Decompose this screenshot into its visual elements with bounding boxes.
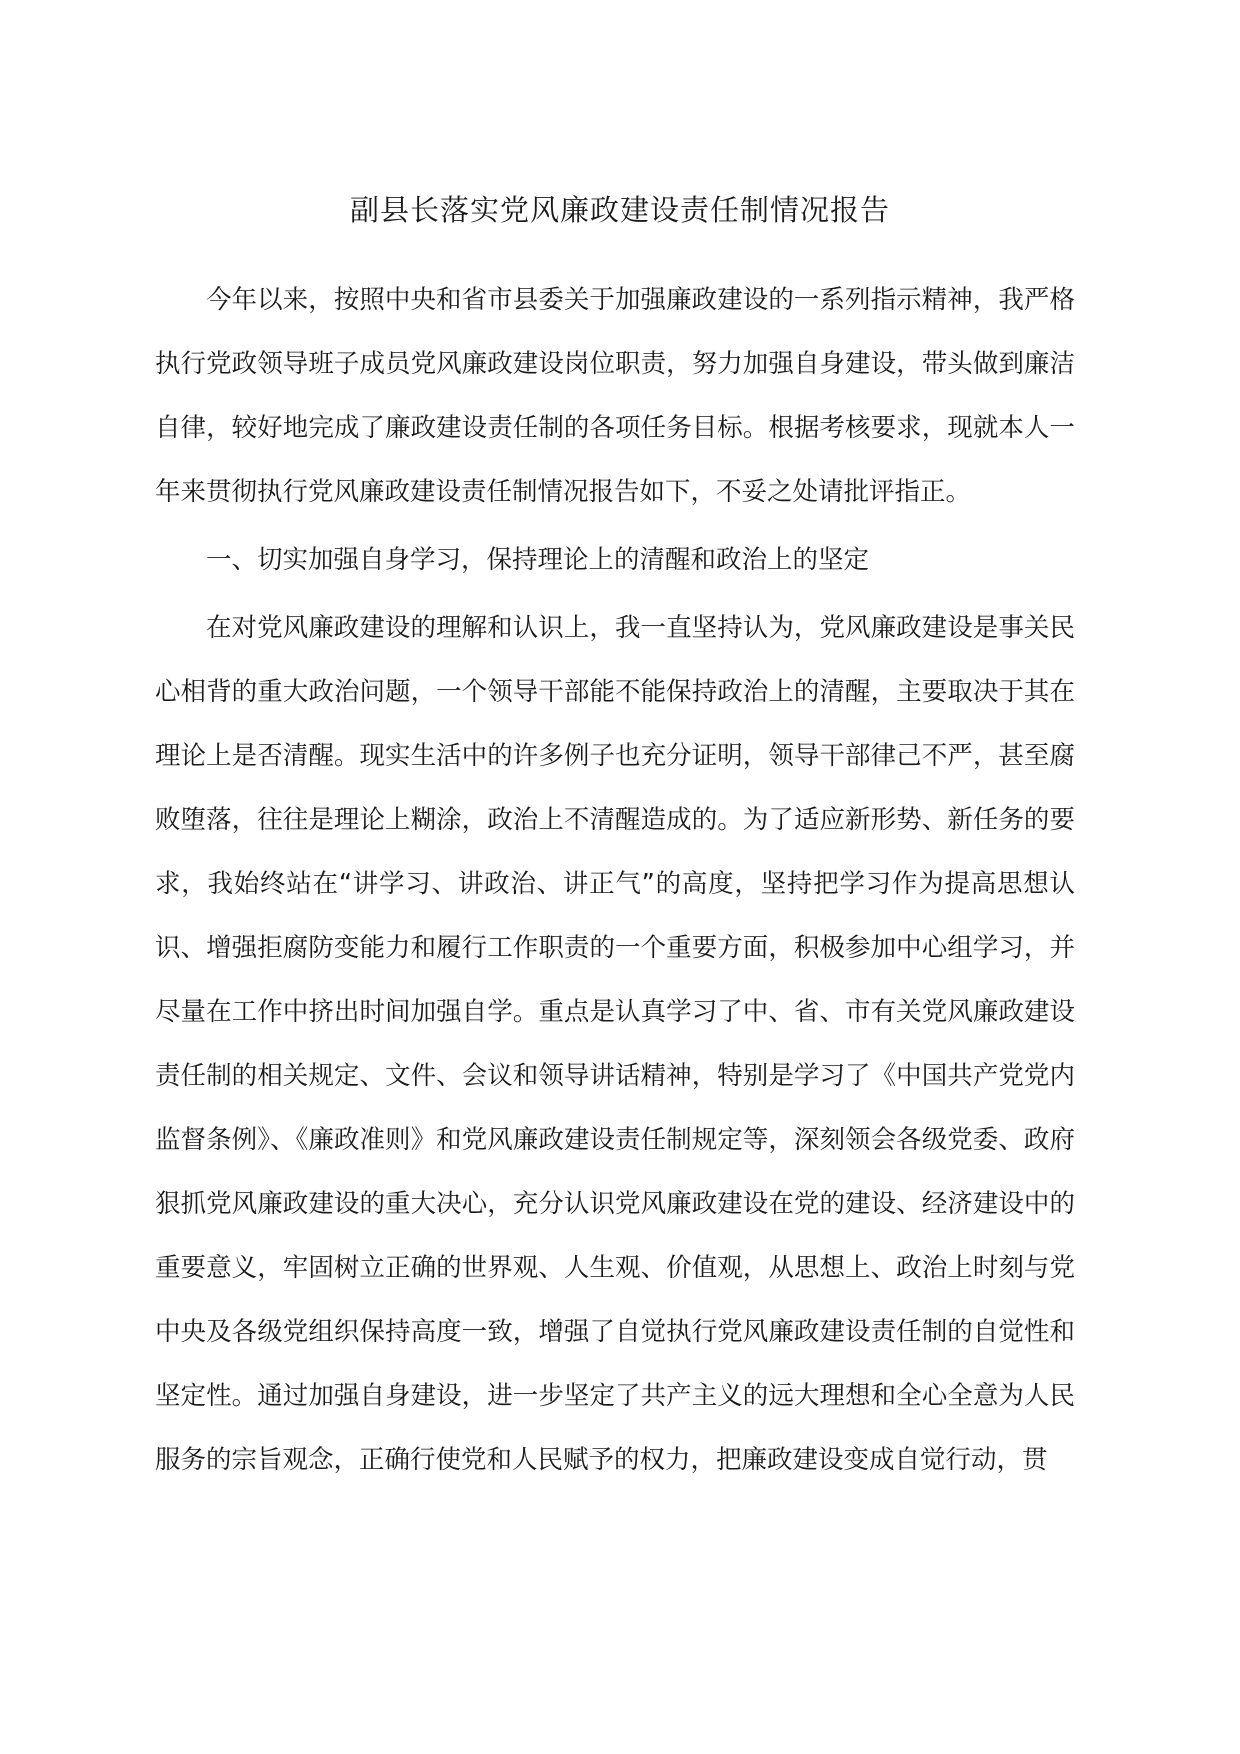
intro-paragraph: 今年以来，按照中央和省市县委关于加强廉政建设的一系列指示精神，我严格执行党政领导班子成员党风廉政建设岗位职责，努力加强自身建设，带头做到廉洁自律，较好地完成了廉政建设责任制的各项任务目标。根据考核要求，现就本人一年来贯彻执行党风廉政建设责任制情况报告如下，不妥之处请批评指正。 xyxy=(155,285,1075,507)
document-body xyxy=(155,268,1075,1492)
section-heading-1: 一、切实加强自身学习，保持理论上的清醒和政治上的坚定 xyxy=(206,545,870,575)
body-paragraph-1: 在对党风廉政建设的理解和认识上，我一直坚持认为，党风廉政建设是事关民心相背的重大政治问题，一个领导干部能不能保持政治上的清醒，主要取决于其在理论上是否清醒。现实生活中的许多例子也充分证明，领导干部律己不严，甚至腐败堕落，往往是理论上糊涂，政治上不清醒造成的。为了适应新形势、新任务的要求，我始终站在“讲学习、讲政治、讲正气”的高度，坚持把学习作为提高思想认识、增强拒腐防变能力和履行工作职责的一个重要方面，积极参加中心组学习，并尽量在工作中挤出时间加强自学。重点是认真学习了中、省、市有关党风廉政建设责任制的相关规定、文件、会议和领导讲话精神，特别是学习了《中国共产党党内监督条例》、《廉政准则》和党风廉政建设责任制规定等，深刻领会各级党委、政府狠抓党风廉政建设的重大决心，充分认识党风廉政建设在党的建设、经济建设中的重要意义，牢固树立正确的世界观、人生观、价值观，从思想上、政治上时刻与党中央及各级党组织保持高度一致，增强了自觉执行党风廉政建设责任制的自觉性和坚定性。通过加强自身建设，进一步坚定了共产主义的远大理想和全心全意为人民服务的宗旨观念，正确行使党和人民赋予的权力，把廉政建设变成自觉行动，贯 xyxy=(155,613,1075,1475)
document-title: 副县长落实党风廉政建设责任制情况报告 xyxy=(349,193,890,227)
